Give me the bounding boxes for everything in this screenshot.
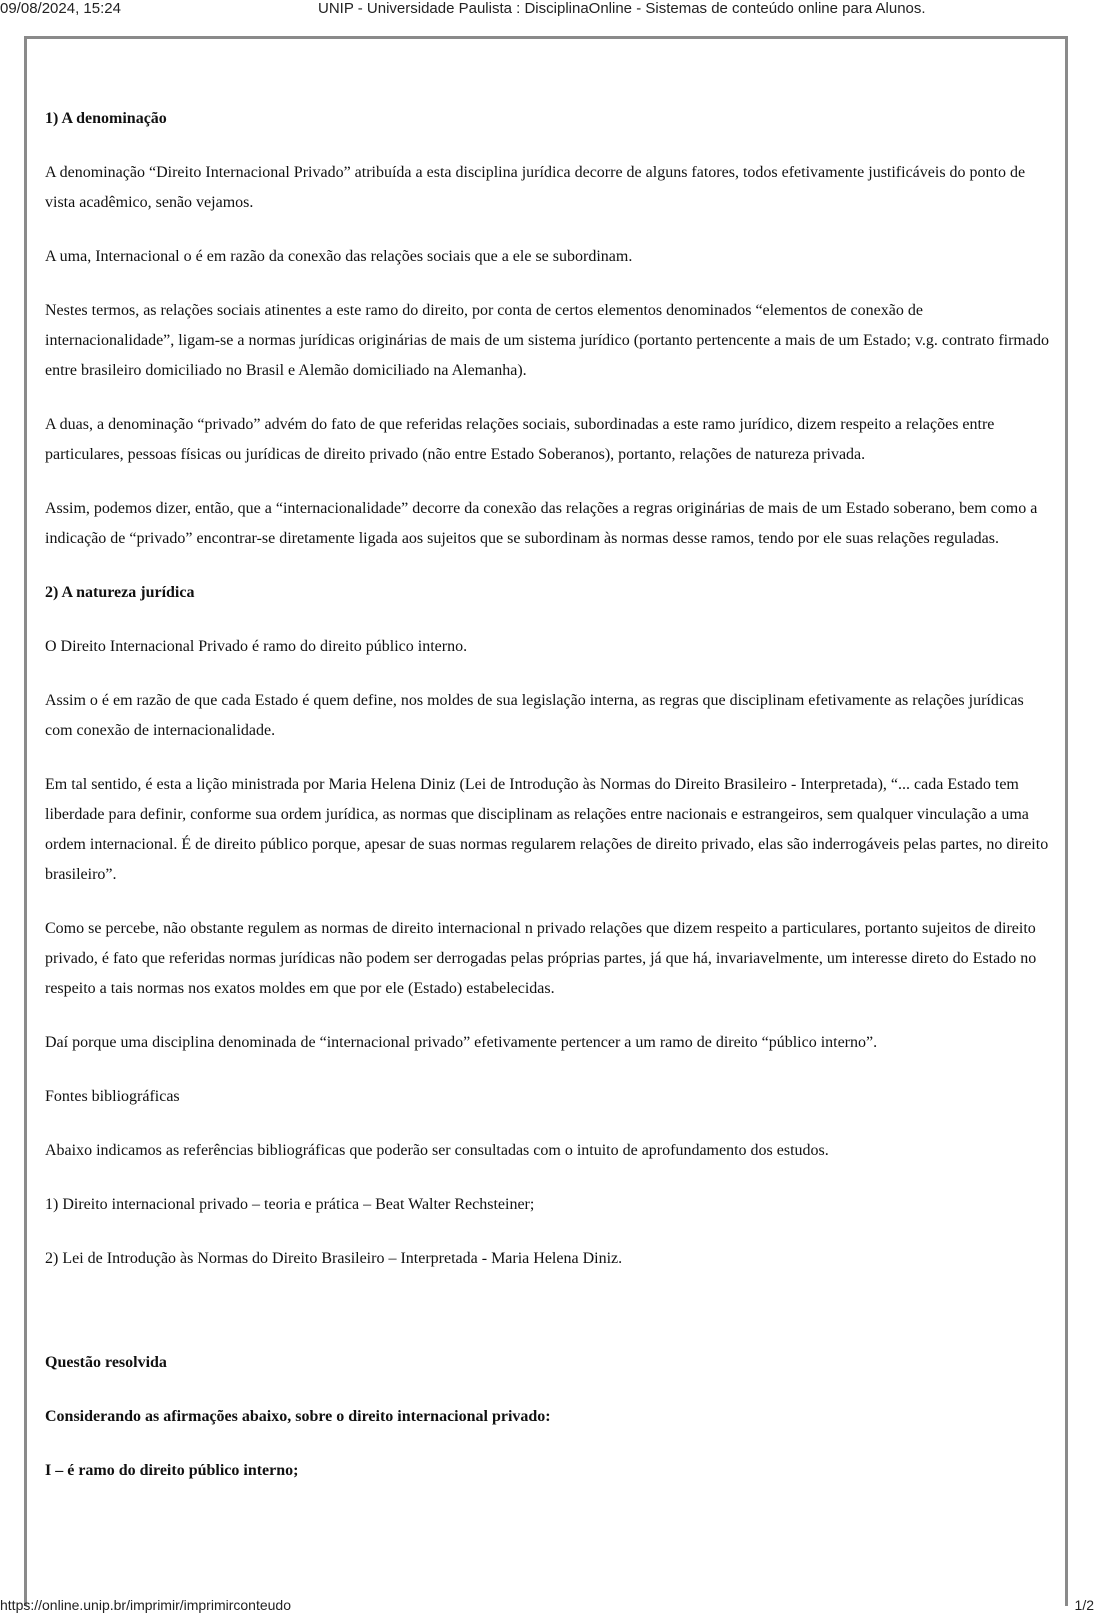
paragraph: Assim o é em razão de que cada Estado é quem define, nos moldes de sua legislação interna, as regras que disciplinam efetivamente as relações jurídicas com conexão de internacionalidade. <box>45 692 1024 739</box>
print-datetime: 09/08/2024, 15:24 <box>0 0 121 17</box>
paragraph: A uma, Internacional o é em razão da conexão das relações sociais que a ele se subordinam. <box>45 248 633 265</box>
paragraph: A denominação “Direito Internacional Privado” atribuída a esta disciplina jurídica decorre de alguns fatores, todos efetivamente justificáveis do ponto de vista acadêmico, senão vejamos. <box>45 164 1026 211</box>
bibliography-item: 1) Direito internacional privado – teoria e prática – Beat Walter Rechsteiner; <box>45 1196 535 1213</box>
paragraph: O Direito Internacional Privado é ramo do direito público interno. <box>45 638 468 655</box>
question-statement: I – é ramo do direito público interno; <box>45 1462 299 1479</box>
section-heading-denominacao: 1) A denominação <box>45 110 167 127</box>
spacer <box>45 1298 1050 1348</box>
print-url: https://online.unip.br/imprimir/imprimirconteudo <box>0 1597 291 1613</box>
paragraph: A duas, a denominação “privado” advém do fato de que referidas relações sociais, subordinadas a este ramo jurídico, dizem respeito a relações entre particulares, pessoas físicas ou jurídicas de direito privado (não entre Estado Soberanos), portanto, relações de natureza privada. <box>45 416 995 463</box>
print-page-title: UNIP - Universidade Paulista : DisciplinaOnline - Sistemas de conteúdo online para Alunos. <box>318 0 926 17</box>
paragraph: Abaixo indicamos as referências bibliográficas que poderão ser consultadas com o intuito de aprofundamento dos estudos. <box>45 1142 829 1159</box>
print-header <box>0 0 1094 22</box>
paragraph: Assim, podemos dizer, então, que a “internacionalidade” decorre da conexão das relações a regras originárias de mais de um Estado soberano, bem como a indicação de “privado” encontrar-se diretamente ligada aos sujeitos que se subordinam às normas desse ramos, tendo por ele suas relações reguladas. <box>45 500 1038 547</box>
paragraph: Como se percebe, não obstante regulem as normas de direito internacional n privado relações que dizem respeito a particulares, portanto sujeitos de direito privado, é fato que referidas normas jurídicas não podem ser derrogadas pelas próprias partes, já que há, invariavelmente, um interesse direto do Estado no respeito a tais normas nos exatos moldes em que por ele (Estado) estabelecidas. <box>45 920 1037 997</box>
bibliography-heading: Fontes bibliográficas <box>45 1088 180 1105</box>
paragraph: Em tal sentido, é esta a lição ministrada por Maria Helena Diniz (Lei de Introdução às Normas do Direito Brasileiro - Interpretada), “... cada Estado tem liberdade para definir, conforme sua ordem jurídica, as normas que disciplinam as relações entre nacionais e estrangeiros, sem qualquer vinculação a uma ordem internacional. É de direito público porque, apesar de suas normas regularem relações de direito privado, elas são inderrogáveis pelas partes, no direito brasileiro”. <box>45 776 1049 883</box>
section-heading-natureza: 2) A natureza jurídica <box>45 584 195 601</box>
paragraph: Nestes termos, as relações sociais atinentes a este ramo do direito, por conta de certos elementos denominados “elementos de conexão de internacionalidade”, ligam-se a normas jurídicas originárias de mais de um sistema jurídico (portanto pertencente a mais de um Estado; v.g. contrato firmado entre brasileiro domiciliado no Brasil e Alemão domiciliado na Alemanha). <box>45 302 1049 379</box>
print-footer <box>0 1597 1094 1619</box>
question-title: Questão resolvida <box>45 1354 167 1371</box>
question-intro: Considerando as afirmações abaixo, sobre o direito internacional privado: <box>45 1408 551 1425</box>
paragraph: Daí porque uma disciplina denominada de “internacional privado” efetivamente pertencer a um ramo de direito “público interno”. <box>45 1034 878 1051</box>
print-page-number: 1/2 <box>1074 1597 1094 1613</box>
bibliography-item: 2) Lei de Introdução às Normas do Direito Brasileiro – Interpretada - Maria Helena Diniz. <box>45 1250 623 1267</box>
document-content <box>45 104 1050 1510</box>
